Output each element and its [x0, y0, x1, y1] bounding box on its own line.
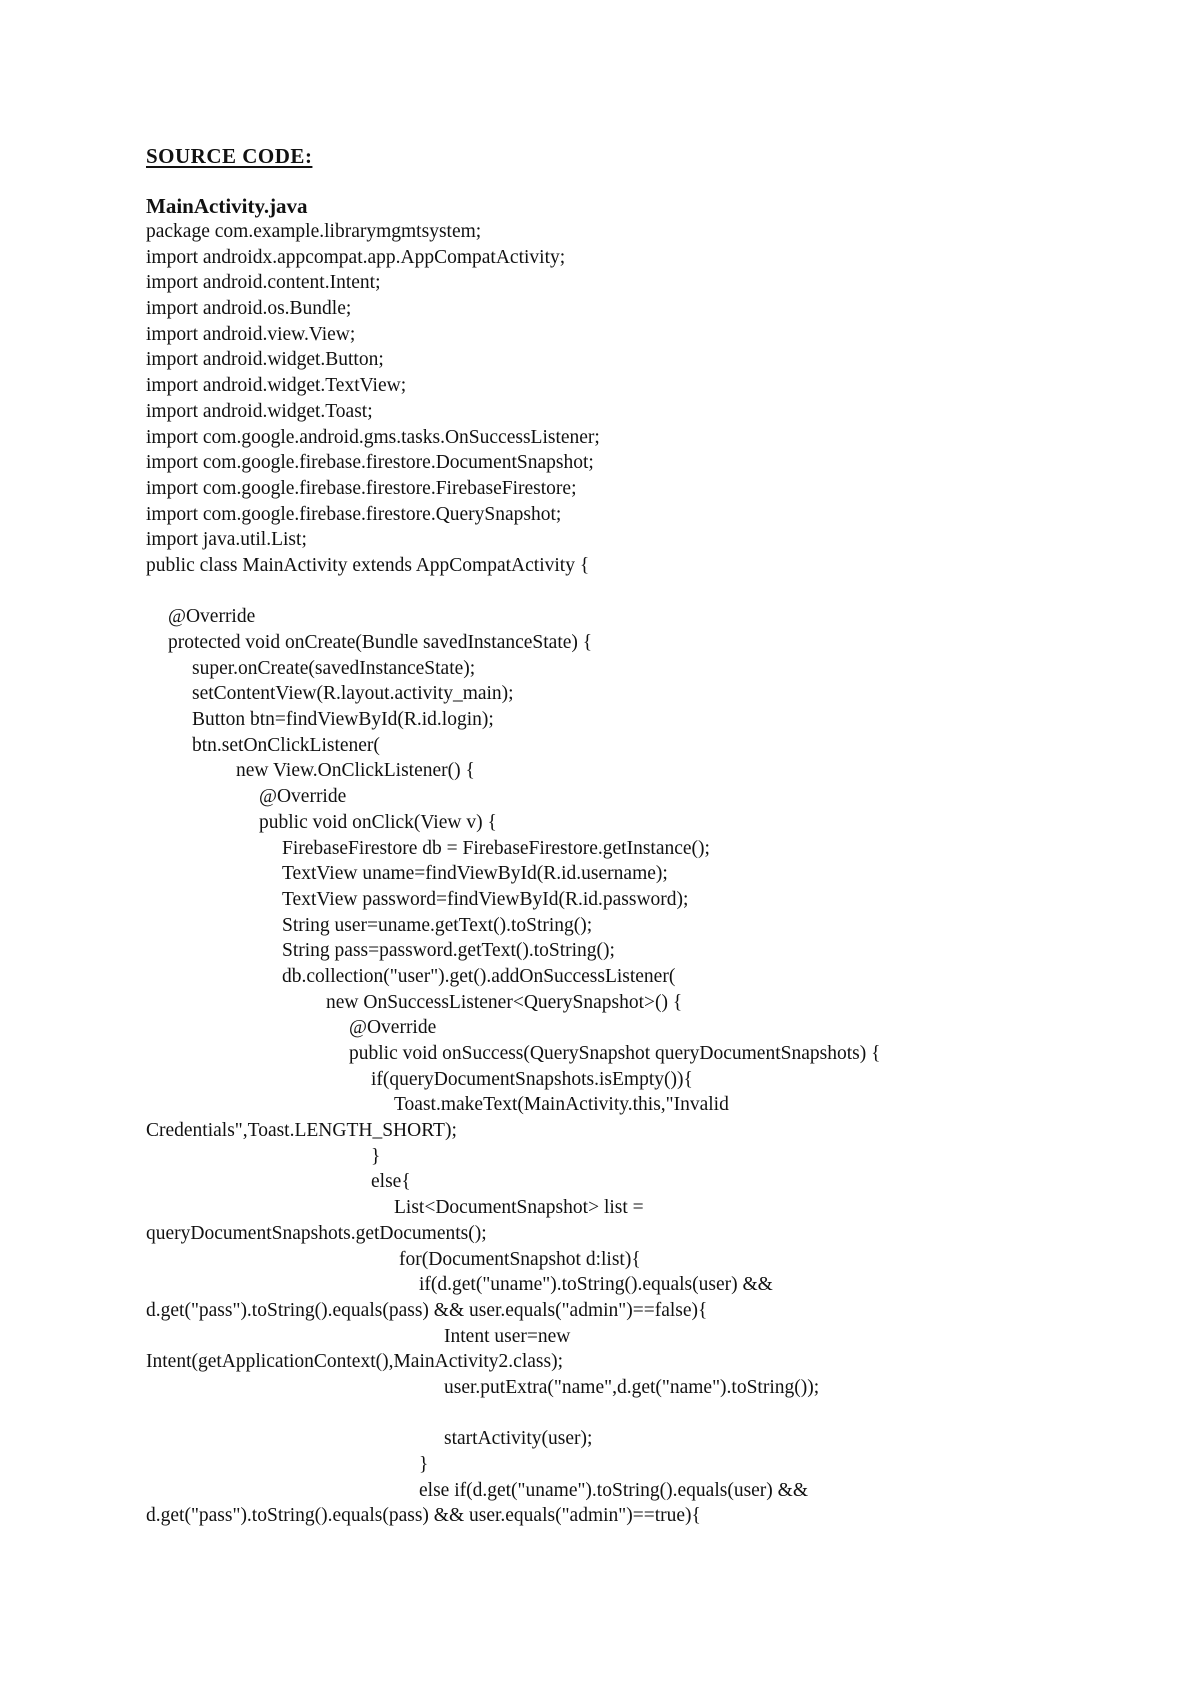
code-line: else{	[371, 1171, 411, 1193]
code-line: package com.example.librarymgmtsystem;	[146, 221, 482, 242]
source-code-block	[146, 219, 1146, 1529]
code-line: new OnSuccessListener<QuerySnapshot>() {	[326, 991, 683, 1013]
document-content	[146, 143, 1146, 1529]
code-line	[146, 1401, 1146, 1427]
code-line: import android.os.Bundle;	[146, 298, 352, 320]
code-line: protected void onCreate(Bundle savedInstanceState) {	[168, 632, 593, 653]
code-line: super.onCreate(savedInstanceState);	[192, 657, 476, 679]
code-line: import com.google.firebase.firestore.QuerySnapshot;	[146, 503, 562, 525]
code-line: TextView uname=findViewById(R.id.username);	[282, 863, 668, 885]
code-line: else if(d.get("uname").toString().equals(user) &&	[419, 1479, 809, 1501]
code-line: if(queryDocumentSnapshots.isEmpty()){	[371, 1068, 693, 1090]
code-line: Button btn=findViewById(R.id.login);	[192, 709, 494, 731]
code-line: import androidx.appcompat.app.AppCompatActivity;	[146, 246, 566, 268]
code-line: List<DocumentSnapshot> list =	[394, 1197, 644, 1219]
file-title: MainActivity.java	[146, 194, 308, 218]
code-line: import android.view.View;	[146, 323, 356, 345]
code-line: d.get("pass").toString().equals(pass) && user.equals("admin")==false){	[146, 1299, 708, 1321]
code-line: import android.widget.TextView;	[146, 375, 407, 397]
code-line: Intent user=new	[444, 1325, 571, 1347]
code-line: new View.OnClickListener() {	[236, 760, 475, 782]
code-line: for(DocumentSnapshot d:list){	[399, 1248, 641, 1270]
code-line: startActivity(user);	[444, 1428, 593, 1450]
code-line: }	[419, 1454, 429, 1475]
code-line: import com.google.firebase.firestore.FirebaseFirestore;	[146, 477, 577, 499]
code-line: db.collection("user").get().addOnSuccessListener(	[282, 965, 676, 987]
code-line: @Override	[259, 786, 347, 808]
section-heading: SOURCE CODE:	[146, 144, 313, 168]
code-line: Credentials",Toast.LENGTH_SHORT);	[146, 1120, 457, 1142]
code-line: setContentView(R.layout.activity_main);	[192, 683, 514, 705]
code-line: TextView password=findViewById(R.id.password);	[282, 888, 689, 910]
code-line: Intent(getApplicationContext(),MainActivity2.class);	[146, 1351, 563, 1373]
code-line: String pass=password.getText().toString();	[282, 940, 615, 962]
code-line: FirebaseFirestore db = FirebaseFirestore.getInstance();	[282, 837, 710, 859]
code-line: Toast.makeText(MainActivity.this,"Invalid	[394, 1094, 729, 1116]
code-line: @Override	[168, 606, 256, 628]
code-line: @Override	[349, 1017, 437, 1039]
code-line: public void onClick(View v) {	[259, 811, 497, 833]
code-line: import android.widget.Toast;	[146, 400, 373, 422]
code-line: import android.content.Intent;	[146, 272, 381, 294]
code-line: import com.google.android.gms.tasks.OnSuccessListener;	[146, 426, 600, 448]
code-line: import java.util.List;	[146, 529, 307, 551]
code-line: if(d.get("uname").toString().equals(user) &&	[419, 1274, 773, 1296]
code-line: queryDocumentSnapshots.getDocuments();	[146, 1222, 487, 1244]
code-line: user.putExtra("name",d.get("name").toString());	[444, 1376, 820, 1398]
code-line: }	[371, 1145, 381, 1167]
code-line: d.get("pass").toString().equals(pass) && user.equals("admin")==true){	[146, 1505, 701, 1527]
code-line: public class MainActivity extends AppCompatActivity {	[146, 554, 590, 576]
code-line: String user=uname.getText().toString();	[282, 914, 593, 936]
code-line: import android.widget.Button;	[146, 349, 384, 371]
code-line: btn.setOnClickListener(	[192, 734, 380, 756]
code-line: import com.google.firebase.firestore.DocumentSnapshot;	[146, 452, 594, 474]
code-line: public void onSuccess(QuerySnapshot queryDocumentSnapshots) {	[349, 1043, 881, 1064]
code-line	[146, 579, 1146, 605]
